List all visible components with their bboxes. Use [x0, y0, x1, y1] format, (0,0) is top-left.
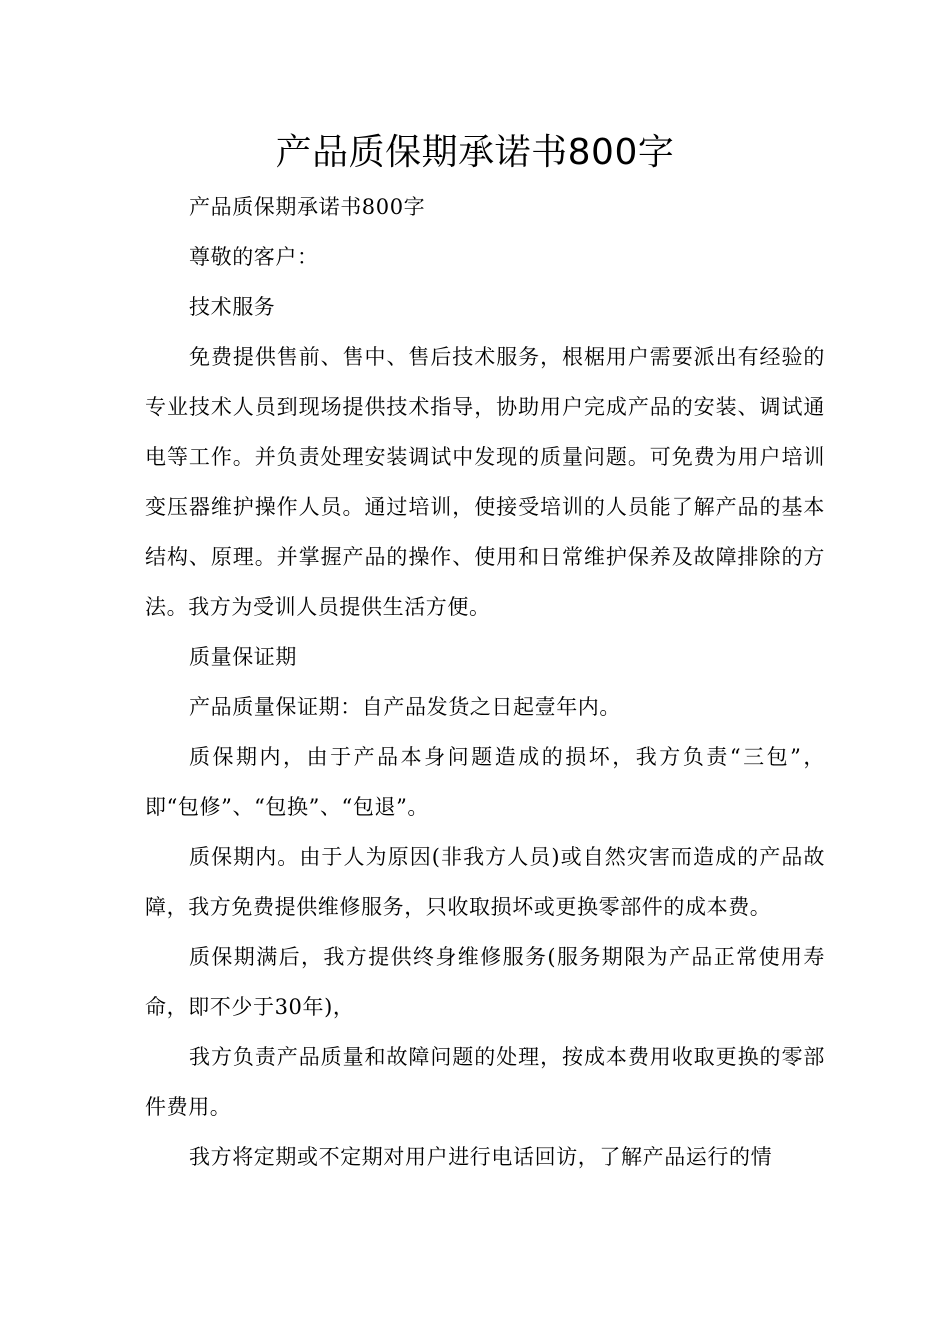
document-title: 产品质保期承诺书800字: [275, 132, 675, 173]
paragraph-human-cause-repair: 质保期内。由于人为原因(非我方人员)或自然灾害而造成的产品故障，我方免费提供维修服务，只收取损坏或更换零部件的成本费。: [145, 845, 825, 919]
paragraph-lifetime-repair: 质保期满后，我方提供终身维修服务(服务期限为产品正常使用寿命，即不少于30年)，: [145, 945, 825, 1019]
section-heading-warranty-period: 质量保证期: [189, 645, 297, 669]
paragraph-subtitle: 产品质保期承诺书800字: [189, 195, 426, 219]
paragraph-follow-up: 我方将定期或不定期对用户进行电话回访，了解产品运行的情: [189, 1145, 773, 1169]
paragraph-technical-service: 免费提供售前、售中、售后技术服务，根椐用户需要派出有经验的专业技术人员到现场提供技术指导，协助用户完成产品的安装、调试通电等工作。并负责处理安装调试中发现的质量问题。可免费为用户培训变压器维护操作人员。通过培训，使接受培训的人员能了解产品的基本结构、原理。并掌握产品的操作、使用和日常维护保养及故障排除的方法。我方为受训人员提供生活方便。: [145, 345, 825, 619]
document-body: [145, 182, 825, 1182]
section-heading-technical-service: 技术服务: [189, 295, 276, 319]
paragraph-three-guarantees: 质保期内，由于产品本身问题造成的损坏，我方负责“三包”，即“包修”、“包换”、“包退”。: [145, 745, 825, 819]
paragraph-salutation: 尊敬的客户：: [189, 245, 319, 269]
paragraph-warranty-duration: 产品质量保证期：自产品发货之日起壹年内。: [189, 695, 621, 719]
paragraph-parts-cost: 我方负责产品质量和故障问题的处理，按成本费用收取更换的零部件费用。: [145, 1045, 825, 1119]
